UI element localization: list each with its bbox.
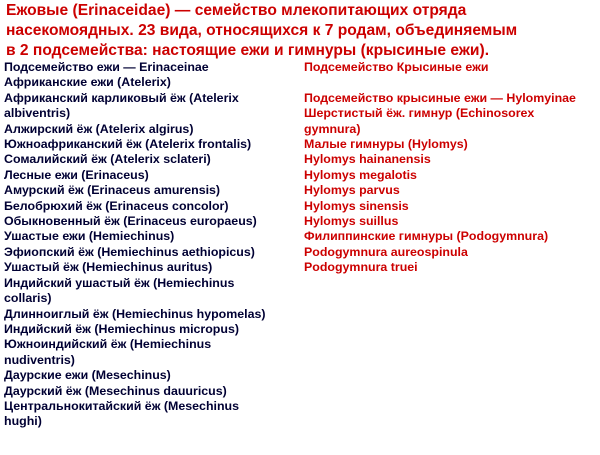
species-item: Амурский ёж (Erinaceus amurensis) bbox=[4, 183, 221, 198]
species-item: Hylomys megalotis bbox=[304, 167, 417, 182]
species-item: Африканский карликовый ёж (Atelerix bbox=[4, 90, 239, 105]
species-item: Сомалийский ёж (Atelerix sclateri) bbox=[4, 152, 211, 167]
species-item: Длинноиглый ёж (Hemiechinus hypomelas) bbox=[4, 306, 266, 321]
species-item: Hylomys hainanensis bbox=[304, 152, 431, 167]
species-item: Эфиопский ёж (Hemiechinus aethiopicus) bbox=[4, 244, 255, 259]
species-item: Белобрюхий ёж (Erinaceus concolor) bbox=[4, 198, 229, 213]
species-item: Hylomys sinensis bbox=[304, 198, 409, 213]
species-item: Южноафриканский ёж (Atelerix frontalis) bbox=[4, 137, 252, 152]
species-item: Южноиндийский ёж (Hemiechinus bbox=[4, 337, 212, 352]
species-item: Алжирский ёж (Atelerix algirus) bbox=[4, 121, 194, 136]
species-item: Даурский ёж (Mesechinus dauuricus) bbox=[4, 383, 227, 398]
genus-heading: Лесные ежи (Erinaceus) bbox=[4, 167, 149, 182]
species-item: Индийский ушастый ёж (Hemiechinus bbox=[4, 275, 235, 290]
subfamily-heading: Подсемейство ежи — Erinaceinae bbox=[4, 60, 209, 74]
subfamily-title: Подсемейство Крысиные ежи bbox=[304, 60, 489, 74]
species-item: albiventris) bbox=[4, 106, 71, 121]
genus-heading: Ушастые ежи (Hemiechinus) bbox=[4, 229, 175, 244]
species-item: Шерстистый ёж. гимнур (Echinosorex bbox=[304, 106, 535, 121]
species-item: Hylomys suillus bbox=[304, 214, 399, 229]
gymnures-column bbox=[304, 60, 598, 276]
page-header bbox=[6, 1, 596, 61]
genus-heading: Даурские ежи (Mesechinus) bbox=[4, 368, 171, 383]
species-item: collaris) bbox=[4, 291, 52, 306]
species-item: Индийский ёж (Hemiechinus micropus) bbox=[4, 321, 239, 336]
header-line: Ежовые (Erinaceidae) — семейство млекопитающих отряда bbox=[6, 2, 467, 19]
header-line: в 2 подсемейства: настоящие ежи и гимнуры (крысиные ежи). bbox=[6, 42, 490, 59]
species-item: nudiventris) bbox=[4, 352, 75, 367]
header-line: насекомоядных. 23 вида, относящихся к 7 родам, объединяемым bbox=[6, 22, 518, 39]
genus-heading: Африканские ежи (Atelerix) bbox=[4, 75, 171, 90]
subfamily-heading: Подсемейство крысиные ежи — Hylomyinae bbox=[304, 90, 576, 105]
species-item: hughi) bbox=[4, 414, 42, 429]
spacer bbox=[304, 75, 598, 90]
hedgehogs-column bbox=[4, 60, 304, 430]
species-item: Podogymnura truei bbox=[304, 260, 418, 275]
genus-heading: Малые гимнуры (Hylomys) bbox=[304, 137, 468, 152]
species-item: Hylomys parvus bbox=[304, 183, 400, 198]
species-item: Podogymnura aureospinula bbox=[304, 244, 468, 259]
genus-heading: Филиппинские гимнуры (Podogymnura) bbox=[304, 229, 549, 244]
species-item: gymnura) bbox=[304, 121, 361, 136]
species-item: Ушастый ёж (Hemiechinus auritus) bbox=[4, 260, 213, 275]
species-item: Центральнокитайский ёж (Mesechinus bbox=[4, 398, 239, 413]
species-item: Обыкновенный ёж (Erinaceus europaeus) bbox=[4, 214, 257, 229]
